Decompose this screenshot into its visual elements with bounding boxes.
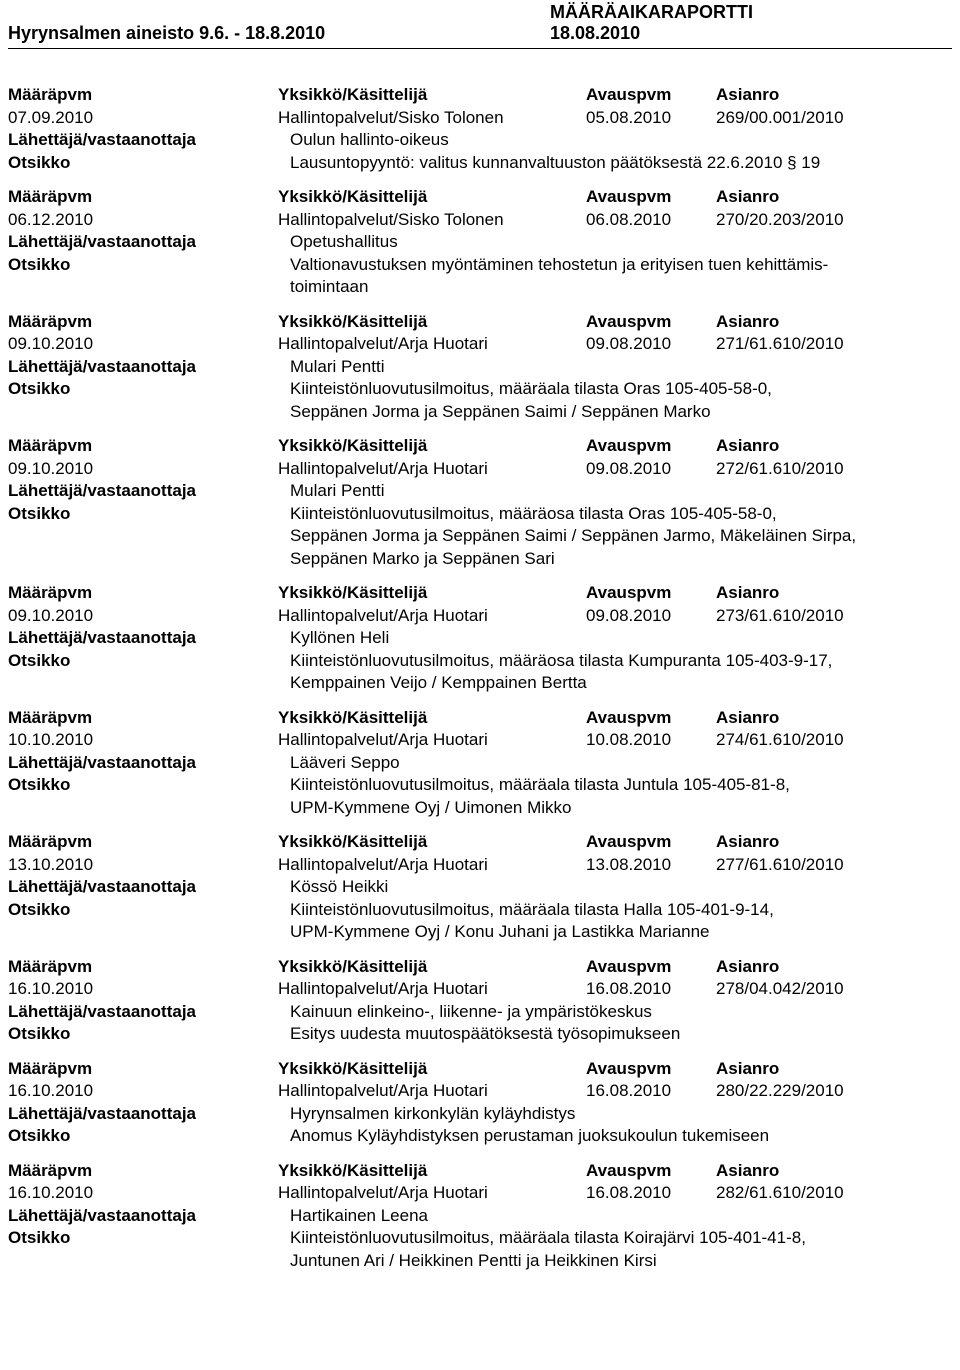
subject-text — [290, 650, 920, 695]
column-header-row — [0, 831, 960, 854]
subject-text — [290, 254, 920, 299]
report-title: MÄÄRÄAIKARAPORTTI — [550, 2, 753, 22]
col-maarapvm-label: Määräpvm — [8, 583, 93, 602]
subject-line: Juntunen Ari / Heikkinen Pentti ja Heikkinen Kirsi — [290, 1250, 657, 1270]
sender-value: Kainuun elinkeino-, liikenne- ja ympäristökeskus — [290, 1001, 652, 1021]
value-row — [0, 854, 960, 877]
col-asianro-label: Asianro — [716, 956, 780, 976]
opened-date: 09.08.2010 — [586, 458, 672, 478]
due-date: 09.10.2010 — [8, 334, 94, 353]
case-entry — [0, 1160, 960, 1273]
subject-row — [0, 1227, 960, 1272]
col-maarapvm-label: Määräpvm — [8, 1058, 93, 1078]
subject-label: Otsikko — [8, 254, 71, 274]
subject-row — [0, 378, 960, 423]
case-entry — [0, 435, 960, 570]
col-avauspvm-label: Avauspvm — [586, 85, 672, 104]
sender-value: Opetushallitus — [290, 232, 398, 251]
col-yksikko-label: Yksikkö/Käsittelijä — [278, 707, 428, 727]
col-avauspvm-label: Avauspvm — [586, 1160, 672, 1180]
case-number: 270/20.203/2010 — [716, 209, 844, 229]
subject-text — [290, 1227, 920, 1272]
col-asianro-label: Asianro — [716, 583, 780, 602]
sender-label: Lähettäjä/vastaanottaja — [8, 877, 197, 896]
case-entry — [0, 84, 960, 174]
opened-date: 16.08.2010 — [586, 1183, 672, 1202]
case-number: 272/61.610/2010 — [716, 458, 844, 478]
col-avauspvm-label: Avauspvm — [586, 832, 672, 851]
column-header-row — [0, 1160, 960, 1183]
subject-text — [290, 1125, 920, 1148]
subject-label: Otsikko — [8, 899, 71, 919]
subject-line: toimintaan — [290, 277, 369, 296]
subject-text — [290, 1023, 920, 1046]
subject-row — [0, 774, 960, 819]
due-date: 07.09.2010 — [8, 107, 94, 127]
due-date: 16.10.2010 — [8, 979, 94, 998]
subject-line: Kiinteistönluovutusilmoitus, määräosa tilasta Kumpuranta 105-403-9-17, — [290, 650, 833, 670]
sender-row — [0, 356, 960, 379]
sender-value: Kössö Heikki — [290, 877, 389, 896]
value-row — [0, 1080, 960, 1103]
col-avauspvm-label: Avauspvm — [586, 436, 672, 455]
value-row — [0, 605, 960, 628]
opened-date: 10.08.2010 — [586, 730, 672, 749]
sender-value: Oulun hallinto-oikeus — [290, 130, 449, 149]
sender-label: Lähettäjä/vastaanottaja — [8, 1205, 197, 1225]
subject-row — [0, 503, 960, 571]
case-number: 282/61.610/2010 — [716, 1183, 844, 1202]
case-entry — [0, 582, 960, 695]
subject-line: Kiinteistönluovutusilmoitus, määräosa tilasta Oras 105-405-58-0, — [290, 503, 777, 523]
case-number: 274/61.610/2010 — [716, 730, 844, 749]
sender-label: Lähettäjä/vastaanottaja — [8, 1103, 197, 1123]
subject-row — [0, 152, 960, 175]
col-avauspvm-label: Avauspvm — [586, 956, 672, 976]
col-maarapvm-label: Määräpvm — [8, 707, 93, 727]
sender-row — [0, 752, 960, 775]
case-entry — [0, 707, 960, 820]
case-entry — [0, 186, 960, 299]
sender-row — [0, 129, 960, 152]
due-date: 09.10.2010 — [8, 605, 94, 625]
unit-handler: Hallintopalvelut/Arja Huotari — [278, 605, 488, 625]
subject-row — [0, 1125, 960, 1148]
sender-row — [0, 1103, 960, 1126]
unit-handler: Hallintopalvelut/Arja Huotari — [278, 854, 488, 874]
subject-row — [0, 650, 960, 695]
unit-handler: Hallintopalvelut/Sisko Tolonen — [278, 107, 504, 127]
col-maarapvm-label: Määräpvm — [8, 187, 93, 206]
subject-label: Otsikko — [8, 152, 71, 172]
col-maarapvm-label: Määräpvm — [8, 956, 93, 976]
col-asianro-label: Asianro — [716, 707, 780, 727]
col-maarapvm-label: Määräpvm — [8, 832, 93, 851]
value-row — [0, 1182, 960, 1205]
subject-line: Kiinteistönluovutusilmoitus, määräala tilasta Halla 105-401-9-14, — [290, 899, 774, 919]
report-date: 18.08.2010 — [550, 23, 641, 43]
case-number: 269/00.001/2010 — [716, 107, 844, 127]
col-asianro-label: Asianro — [716, 1160, 780, 1180]
sender-row — [0, 1205, 960, 1228]
case-number: 277/61.610/2010 — [716, 854, 844, 874]
col-maarapvm-label: Määräpvm — [8, 1160, 93, 1180]
value-row — [0, 978, 960, 1001]
case-number: 271/61.610/2010 — [716, 334, 844, 353]
header-divider — [8, 48, 952, 49]
due-date: 09.10.2010 — [8, 458, 94, 478]
subject-label: Otsikko — [8, 1228, 71, 1247]
column-header-row — [0, 435, 960, 458]
subject-line: Kemppainen Veijo / Kemppainen Bertta — [290, 673, 587, 692]
col-yksikko-label: Yksikkö/Käsittelijä — [278, 1058, 428, 1078]
opened-date: 06.08.2010 — [586, 209, 672, 229]
subject-label: Otsikko — [8, 379, 71, 398]
col-avauspvm-label: Avauspvm — [586, 187, 672, 206]
unit-handler: Hallintopalvelut/Arja Huotari — [278, 334, 488, 353]
col-yksikko-label: Yksikkö/Käsittelijä — [278, 583, 428, 602]
sender-value: Mulari Pentti — [290, 481, 385, 500]
col-maarapvm-label: Määräpvm — [8, 85, 93, 104]
subject-text — [290, 152, 920, 175]
sender-label: Lähettäjä/vastaanottaja — [8, 1001, 197, 1021]
archive-title: Hyrynsalmen aineisto 9.6. - 18.8.2010 — [8, 23, 326, 43]
unit-handler: Hallintopalvelut/Arja Huotari — [278, 979, 488, 998]
due-date: 16.10.2010 — [8, 1183, 94, 1202]
col-asianro-label: Asianro — [716, 187, 780, 206]
subject-text — [290, 378, 920, 423]
col-avauspvm-label: Avauspvm — [586, 311, 672, 331]
sender-row — [0, 876, 960, 899]
report-header — [0, 0, 960, 50]
column-header-row — [0, 1058, 960, 1081]
subject-line: Kiinteistönluovutusilmoitus, määräala tilasta Juntula 105-405-81-8, — [290, 775, 790, 794]
case-entry — [0, 956, 960, 1046]
unit-handler: Hallintopalvelut/Arja Huotari — [278, 1183, 488, 1202]
col-asianro-label: Asianro — [716, 436, 780, 455]
unit-handler: Hallintopalvelut/Sisko Tolonen — [278, 209, 504, 229]
sender-row — [0, 231, 960, 254]
subject-line: UPM-Kymmene Oyj / Uimonen Mikko — [290, 797, 572, 817]
opened-date: 16.08.2010 — [586, 1081, 672, 1100]
entries-list — [0, 84, 960, 1284]
subject-text — [290, 774, 920, 819]
subject-line: Valtionavustuksen myöntäminen tehostetun ja erityisen tuen kehittämis- — [290, 254, 829, 274]
sender-label: Lähettäjä/vastaanottaja — [8, 481, 197, 500]
subject-line: Kiinteistönluovutusilmoitus, määräala tilasta Koirajärvi 105-401-41-8, — [290, 1228, 806, 1247]
col-yksikko-label: Yksikkö/Käsittelijä — [278, 85, 428, 104]
sender-row — [0, 480, 960, 503]
subject-label: Otsikko — [8, 1126, 71, 1145]
sender-row — [0, 627, 960, 650]
opened-date: 05.08.2010 — [586, 107, 672, 127]
subject-line: Kiinteistönluovutusilmoitus, määräala tilasta Oras 105-405-58-0, — [290, 379, 772, 398]
column-header-row — [0, 582, 960, 605]
case-entry — [0, 1058, 960, 1148]
unit-handler: Hallintopalvelut/Arja Huotari — [278, 1081, 488, 1100]
due-date: 06.12.2010 — [8, 209, 94, 229]
subject-label: Otsikko — [8, 775, 71, 794]
due-date: 10.10.2010 — [8, 730, 94, 749]
value-row — [0, 458, 960, 481]
subject-label: Otsikko — [8, 503, 71, 523]
subject-line: Anomus Kyläyhdistyksen perustaman juoksukoulun tukemiseen — [290, 1126, 770, 1145]
sender-value: Hyrynsalmen kirkonkylän kyläyhdistys — [290, 1103, 576, 1123]
subject-label: Otsikko — [8, 1024, 71, 1043]
col-maarapvm-label: Määräpvm — [8, 311, 93, 331]
sender-label: Lähettäjä/vastaanottaja — [8, 356, 197, 376]
subject-row — [0, 1023, 960, 1046]
subject-text — [290, 503, 920, 571]
col-avauspvm-label: Avauspvm — [586, 583, 672, 602]
opened-date: 13.08.2010 — [586, 854, 672, 874]
subject-line: Lausuntopyyntö: valitus kunnanvaltuuston päätöksestä 22.6.2010 § 19 — [290, 152, 821, 172]
case-number: 280/22.229/2010 — [716, 1081, 844, 1100]
value-row — [0, 209, 960, 232]
subject-line: Esitys uudesta muutospäätöksestä työsopimukseen — [290, 1024, 681, 1043]
subject-label: Otsikko — [8, 650, 71, 670]
column-header-row — [0, 311, 960, 334]
unit-handler: Hallintopalvelut/Arja Huotari — [278, 730, 488, 749]
due-date: 13.10.2010 — [8, 854, 94, 874]
sender-value: Lääveri Seppo — [290, 752, 400, 772]
case-entry — [0, 311, 960, 424]
value-row — [0, 107, 960, 130]
col-asianro-label: Asianro — [716, 85, 780, 104]
col-asianro-label: Asianro — [716, 311, 780, 331]
col-avauspvm-label: Avauspvm — [586, 1058, 672, 1078]
value-row — [0, 729, 960, 752]
subject-text — [290, 899, 920, 944]
sender-label: Lähettäjä/vastaanottaja — [8, 232, 197, 251]
column-header-row — [0, 956, 960, 979]
column-header-row — [0, 84, 960, 107]
col-avauspvm-label: Avauspvm — [586, 707, 672, 727]
sender-value: Hartikainen Leena — [290, 1205, 428, 1225]
sender-value: Kyllönen Heli — [290, 628, 390, 647]
opened-date: 09.08.2010 — [586, 605, 672, 625]
col-yksikko-label: Yksikkö/Käsittelijä — [278, 1160, 428, 1180]
subject-line: Seppänen Jorma ja Seppänen Saimi / Seppänen Jarmo, Mäkeläinen Sirpa, — [290, 526, 857, 545]
case-number: 273/61.610/2010 — [716, 605, 844, 625]
col-yksikko-label: Yksikkö/Käsittelijä — [278, 956, 428, 976]
sender-row — [0, 1001, 960, 1024]
subject-line: UPM-Kymmene Oyj / Konu Juhani ja Lastikka Marianne — [290, 922, 710, 941]
opened-date: 09.08.2010 — [586, 334, 672, 353]
col-asianro-label: Asianro — [716, 1058, 780, 1078]
subject-line: Seppänen Jorma ja Seppänen Saimi / Seppänen Marko — [290, 401, 711, 421]
sender-value: Mulari Pentti — [290, 356, 385, 376]
value-row — [0, 333, 960, 356]
case-entry — [0, 831, 960, 944]
col-asianro-label: Asianro — [716, 832, 780, 851]
column-header-row — [0, 186, 960, 209]
col-maarapvm-label: Määräpvm — [8, 436, 93, 455]
opened-date: 16.08.2010 — [586, 979, 672, 998]
subject-row — [0, 254, 960, 299]
column-header-row — [0, 707, 960, 730]
col-yksikko-label: Yksikkö/Käsittelijä — [278, 187, 428, 206]
subject-line: Seppänen Marko ja Seppänen Sari — [290, 548, 555, 568]
unit-handler: Hallintopalvelut/Arja Huotari — [278, 458, 488, 478]
col-yksikko-label: Yksikkö/Käsittelijä — [278, 436, 428, 455]
sender-label: Lähettäjä/vastaanottaja — [8, 130, 197, 149]
col-yksikko-label: Yksikkö/Käsittelijä — [278, 311, 428, 331]
sender-label: Lähettäjä/vastaanottaja — [8, 752, 197, 772]
sender-label: Lähettäjä/vastaanottaja — [8, 628, 197, 647]
case-number: 278/04.042/2010 — [716, 979, 844, 998]
due-date: 16.10.2010 — [8, 1081, 94, 1100]
col-yksikko-label: Yksikkö/Käsittelijä — [278, 832, 428, 851]
subject-row — [0, 899, 960, 944]
